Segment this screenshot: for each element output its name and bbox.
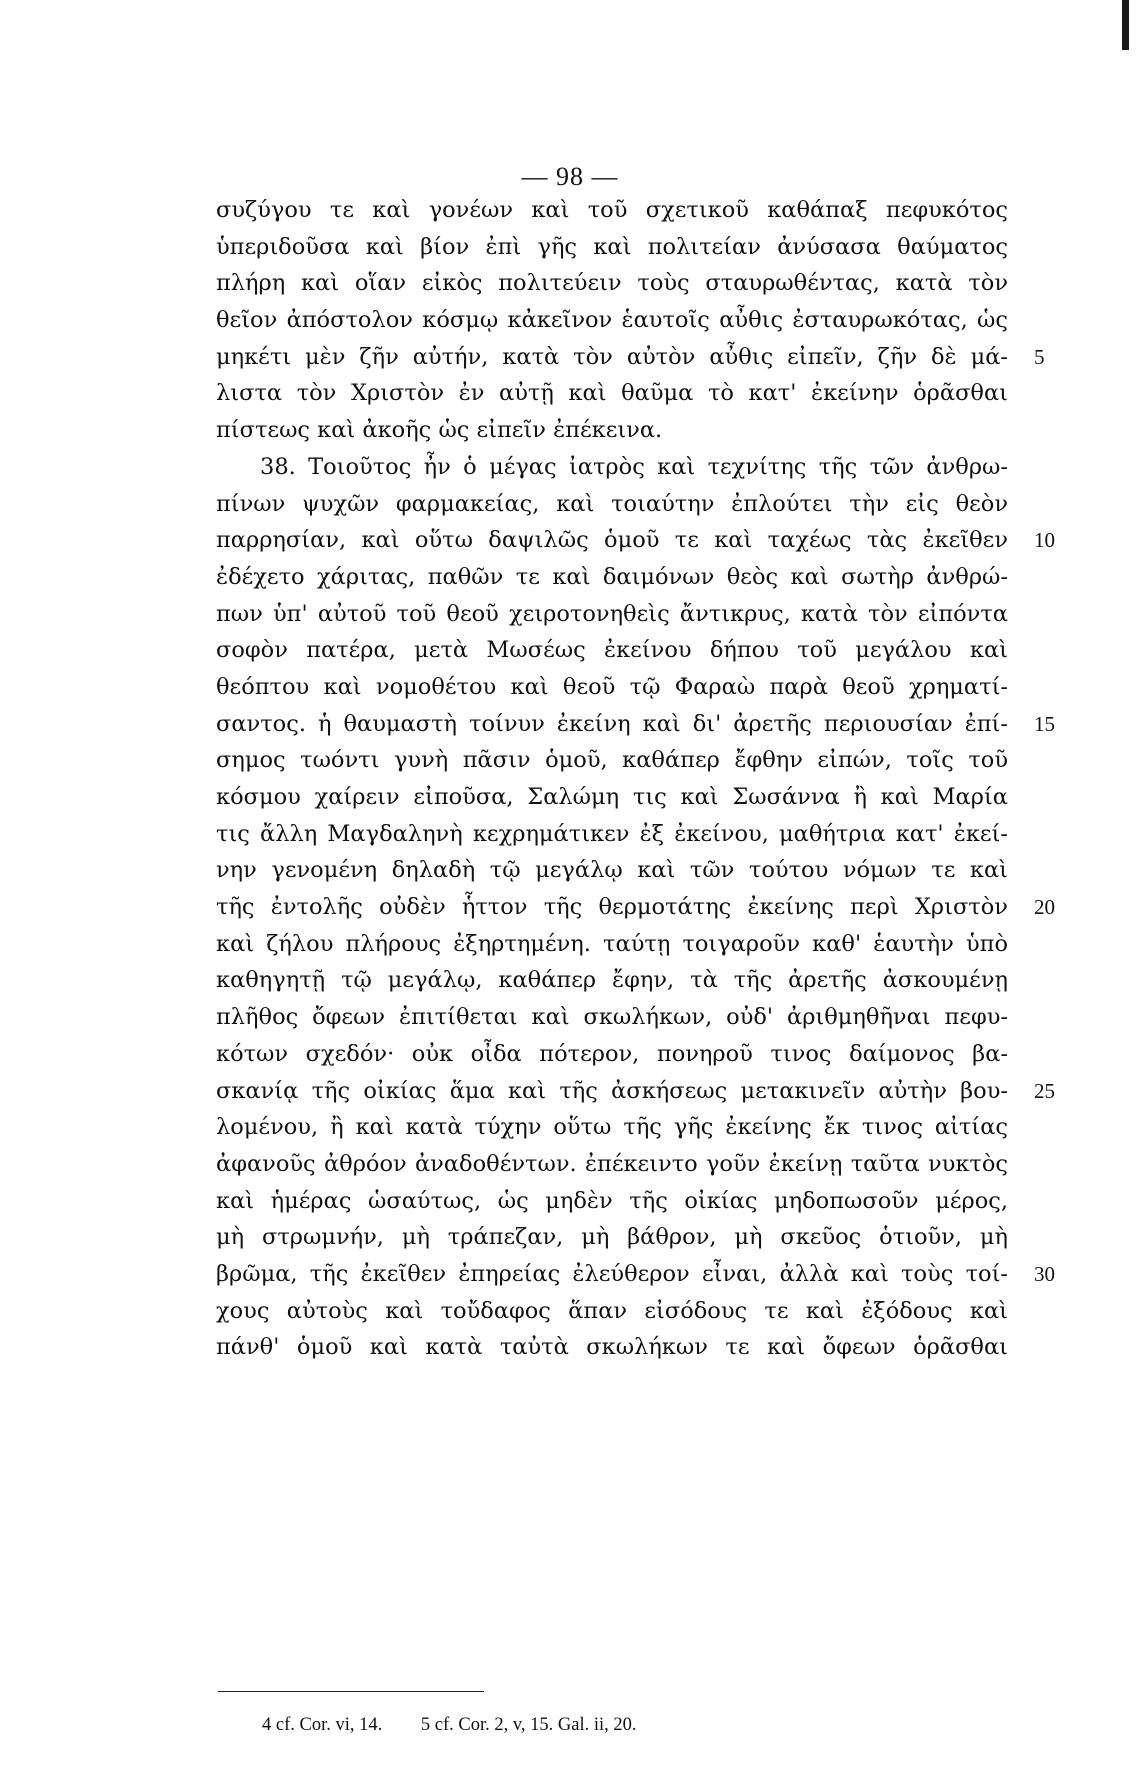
text-line: λομένου, ἢ καὶ κατὰ τύχην οὕτω τῆς γῆς ἐκείνης ἔκ τινος αἰτίας (216, 1114, 1008, 1141)
text-line-content: μηκέτι μὲν ζῆν αὐτήν, κατὰ τὸν αὐτὸν αὖθις εἰπεῖν, ζῆν δὲ μά- (216, 343, 1008, 370)
text-line (216, 706, 1055, 743)
text-line: θεῖον ἀπόστολον κόσμῳ κἀκεῖνον ἑαυτοῖς αὖθις ἐσταυρωκότας, ὡς (216, 307, 1008, 334)
text-line: πλῆθος ὄφεων ἐπιτίθεται καὶ σκωλήκων, οὐδ' ἀριθμηθῆναι πεφυ- (216, 1004, 1008, 1031)
text-line: καὶ ζήλου πλήρους ἐξηρτημένη. ταύτῃ τοιγαροῦν καθ' ἑαυτὴν ὑπὸ (216, 930, 1008, 957)
line-number: 20 (1034, 895, 1055, 920)
footnote-divider (218, 1691, 484, 1692)
line-number: 25 (1034, 1078, 1055, 1103)
text-line: μὴ στρωμνήν, μὴ τράπεζαν, μὴ βάθρον, μὴ σκεῦος ὁτιοῦν, μὴ (216, 1224, 1008, 1251)
page-number: — 98 — (521, 162, 619, 191)
text-line: συζύγου τε καὶ γονέων καὶ τοῦ σχετικοῦ καθάπαξ πεφυκότος (216, 197, 1008, 223)
text-line: ἐδέχετο χάριτας, παθῶν τε καὶ δαιμόνων θεὸς καὶ σωτὴρ ἀνθρώ- (216, 563, 1008, 590)
text-line: πίστεως καὶ ἀκοῆς ὡς εἰπεῖν ἐπέκεινα. (216, 417, 663, 444)
text-line (216, 889, 1055, 926)
text-line: κόσμου χαίρειν εἰποῦσα, Σαλώμη τις καὶ Σωσάννα ἢ καὶ Μαρία (216, 784, 1008, 810)
text-line-content: βρῶμα, τῆς ἐκεῖθεν ἐπηρείας ἐλεύθερον εἶναι, ἀλλὰ καὶ τοὺς τοί- (216, 1260, 1008, 1287)
text-line: 38. Τοιοῦτος ἦν ὁ μέγας ἰατρὸς καὶ τεχνίτης τῆς τῶν ἀνθρω- (260, 453, 1008, 480)
line-number: 15 (1034, 711, 1055, 736)
text-line: χους αὐτοὺς καὶ τοὔδαφος ἅπαν εἰσόδους τε καὶ ἐξόδους καὶ (216, 1297, 1008, 1324)
line-number: 10 (1034, 528, 1055, 553)
text-line: νην γενομένη δηλαδὴ τῷ μεγάλῳ καὶ τῶν τούτου νόμων τε καὶ (216, 857, 1008, 884)
text-line: πων ὑπ' αὐτοῦ τοῦ θεοῦ χειροτονηθεὶς ἄντικρυς, κατὰ τὸν εἰπόντα (216, 600, 1008, 627)
text-line: καθηγητῇ τῷ μεγάλῳ, καθάπερ ἔφην, τὰ τῆς ἀρετῆς ἀσκουμένῃ (216, 967, 1008, 994)
text-line-content: τῆς ἐντολῆς οὐδὲν ἧττον τῆς θερμοτάτης ἐκείνης περὶ Χριστὸν (216, 894, 1008, 921)
text-line: καὶ ἡμέρας ὡσαύτως, ὡς μηδὲν τῆς οἰκίας μηδοπωσοῦν μέρος, (216, 1187, 1008, 1214)
text-line: ἀφανοῦς ἀθρόον ἀναδοθέντων. ἐπέκειντο γοῦν ἐκείνῃ ταῦτα νυκτὸς (216, 1150, 1008, 1177)
text-line: ὑπεριδοῦσα καὶ βίον ἐπὶ γῆς καὶ πολιτείαν ἀνύσασα θαύματος (216, 233, 1008, 260)
footnote: 5 cf. Cor. 2, v, 15. Gal. ii, 20. (420, 1715, 637, 1735)
footnotes (262, 1715, 671, 1736)
text-line: θεόπτου καὶ νομοθέτου καὶ θεοῦ τῷ Φαραὼ παρὰ θεοῦ χρηματί- (216, 673, 1008, 700)
text-line: τις ἄλλη Μαγδαληνὴ κεχρημάτικεν ἐξ ἐκείνου, μαθήτρια κατ' ἐκεί- (216, 820, 1008, 847)
line-number: 5 (1034, 344, 1045, 369)
page-edge-mark (1122, 0, 1129, 50)
text-line: πλήρη καὶ οἵαν εἰκὸς πολιτεύειν τοὺς σταυρωθέντας, κατὰ τὸν (216, 270, 1008, 297)
text-line (216, 1073, 1055, 1110)
text-line: κότων σχεδόν· οὐκ οἶδα πότερον, πονηροῦ τινος δαίμονος βα- (216, 1040, 1008, 1067)
text-line: πάνθ' ὁμοῦ καὶ κατὰ ταὐτὰ σκωλήκων τε καὶ ὄφεων ὁρᾶσθαι (216, 1334, 1008, 1361)
text-line-content: σκανίᾳ τῆς οἰκίας ἅμα καὶ τῆς ἀσκήσεως μετακινεῖν αὐτὴν βου- (216, 1077, 1008, 1104)
text-line (216, 339, 1045, 376)
body-text (216, 192, 1055, 1366)
text-line: σοφὸν πατέρα, μετὰ Μωσέως ἐκείνου δήπου τοῦ μεγάλου καὶ (216, 637, 1008, 664)
footnote: 4 cf. Cor. vi, 14. (262, 1715, 383, 1735)
text-line-content: σαντος. ἡ θαυμαστὴ τοίνυν ἐκείνη καὶ δι' ἀρετῆς περιουσίαν ἐπί- (216, 710, 1008, 737)
text-line: σημος τωόντι γυνὴ πᾶσιν ὁμοῦ, καθάπερ ἔφθην εἰπών, τοῖς τοῦ (216, 747, 1008, 774)
text-line (216, 1256, 1055, 1293)
line-number: 30 (1034, 1261, 1055, 1286)
text-line: λιστα τὸν Χριστὸν ἐν αὐτῇ καὶ θαῦμα τὸ κατ' ἐκείνην ὁρᾶσθαι (216, 380, 1008, 407)
text-line: πίνων ψυχῶν φαρμακείας, καὶ τοιαύτην ἐπλούτει τὴν εἰς θεὸν (216, 490, 1008, 517)
text-line (216, 522, 1055, 559)
text-line-content: παρρησίαν, καὶ οὕτω δαψιλῶς ὁμοῦ τε καὶ ταχέως τὰς ἐκεῖθεν (216, 527, 1008, 554)
